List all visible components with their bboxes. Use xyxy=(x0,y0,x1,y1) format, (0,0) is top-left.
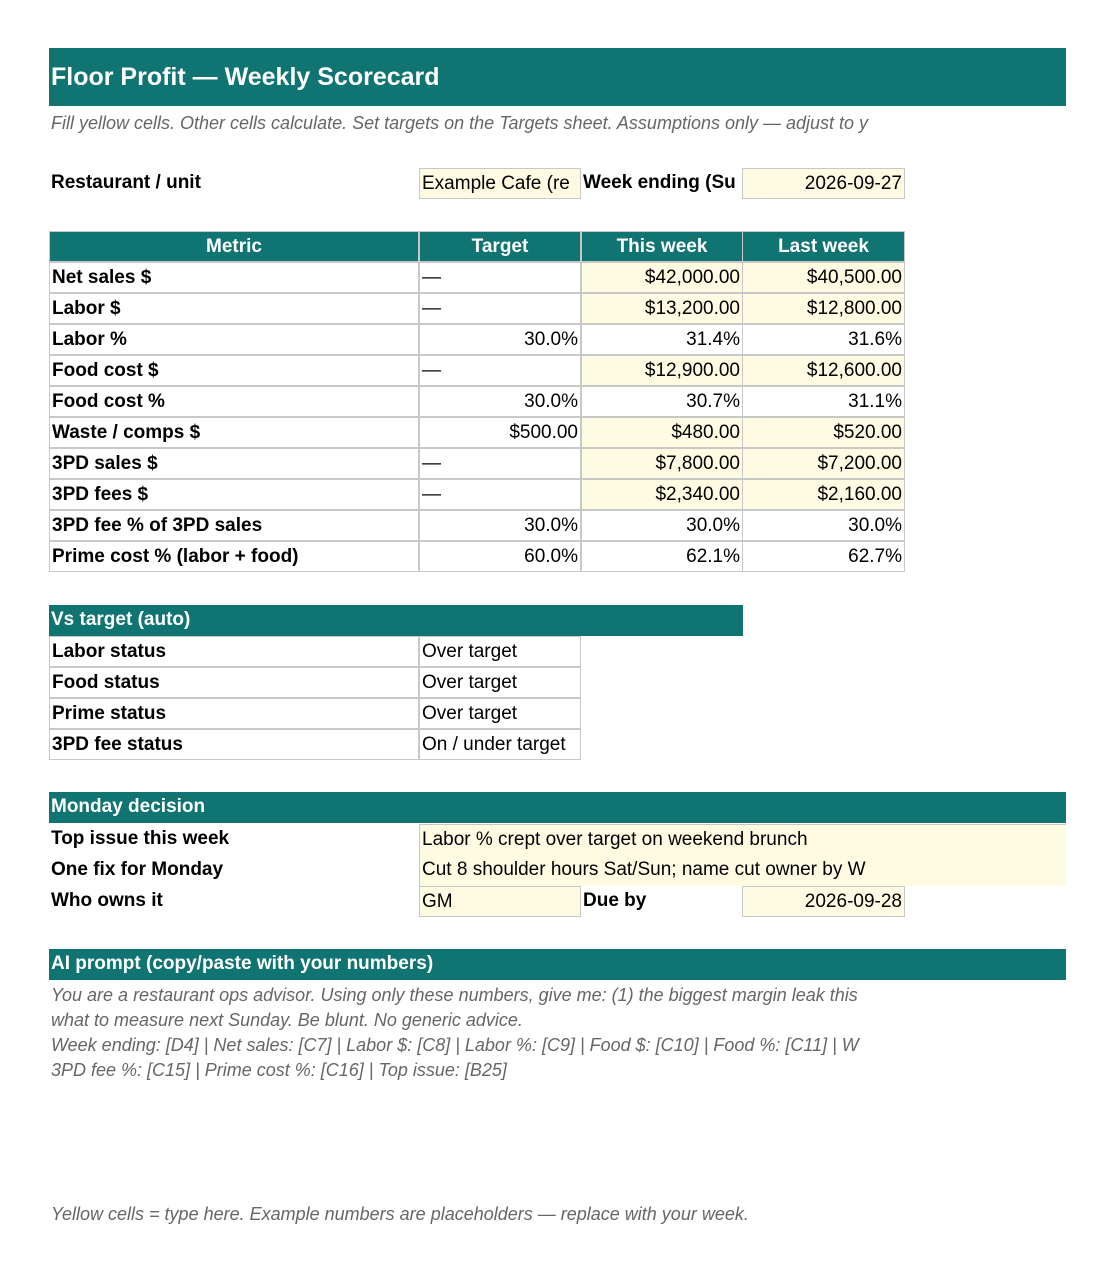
metric-last-week: 62.7% xyxy=(742,541,905,572)
metric-target: — xyxy=(419,479,581,510)
col-header-metric: Metric xyxy=(49,231,419,262)
metric-last-week-input[interactable]: $40,500.00 xyxy=(742,262,905,293)
due-input[interactable]: 2026-09-28 xyxy=(742,886,905,917)
fix-label: One fix for Monday xyxy=(51,859,224,880)
metric-this-week-input[interactable]: $2,340.00 xyxy=(581,479,743,510)
ai-prompt-line: 3PD fee %: [C15] | Prime cost %: [C16] | Top issue: [B25] xyxy=(51,1060,507,1080)
metric-this-week-input[interactable]: $42,000.00 xyxy=(581,262,743,293)
sheet-title: Floor Profit — Weekly Scorecard xyxy=(49,48,1066,106)
metric-this-week: 30.0% xyxy=(581,510,743,541)
metric-last-week: 31.6% xyxy=(742,324,905,355)
vs-target-heading: Vs target (auto) xyxy=(49,605,743,636)
fix-input[interactable]: Cut 8 shoulder hours Sat/Sun; name cut owner by W xyxy=(419,855,906,886)
metric-name: Food cost $ xyxy=(49,355,419,386)
metric-target: 30.0% xyxy=(419,386,581,417)
metric-this-week: 30.7% xyxy=(581,386,743,417)
metric-last-week-input[interactable]: $520.00 xyxy=(742,417,905,448)
metric-last-week: 31.1% xyxy=(742,386,905,417)
top-issue-label: Top issue this week xyxy=(51,828,230,849)
metric-target: $500.00 xyxy=(419,417,581,448)
week-ending-input[interactable]: 2026-09-27 xyxy=(742,168,905,199)
metric-this-week: 62.1% xyxy=(581,541,743,572)
ai-prompt-heading: AI prompt (copy/paste with your numbers) xyxy=(49,949,1066,980)
metric-target: 60.0% xyxy=(419,541,581,572)
metric-name: 3PD fees $ xyxy=(49,479,419,510)
ai-prompt-line: You are a restaurant ops advisor. Using only these numbers, give me: (1) the biggest margin leak this xyxy=(51,985,858,1005)
week-ending-label: Week ending (Su xyxy=(583,172,736,193)
status-value: Over target xyxy=(419,667,581,698)
metric-this-week-input[interactable]: $12,900.00 xyxy=(581,355,743,386)
metric-name: Net sales $ xyxy=(49,262,419,293)
status-value: Over target xyxy=(419,636,581,667)
metric-last-week: 30.0% xyxy=(742,510,905,541)
metric-name: Prime cost % (labor + food) xyxy=(49,541,419,572)
status-label: 3PD fee status xyxy=(49,729,419,760)
metric-name: Food cost % xyxy=(49,386,419,417)
metric-last-week-input[interactable]: $7,200.00 xyxy=(742,448,905,479)
metric-this-week-input[interactable]: $7,800.00 xyxy=(581,448,743,479)
owner-input[interactable]: GM xyxy=(419,886,581,917)
metric-name: 3PD fee % of 3PD sales xyxy=(49,510,419,541)
metric-target: 30.0% xyxy=(419,510,581,541)
owner-label: Who owns it xyxy=(51,890,163,911)
metric-last-week-input[interactable]: $12,800.00 xyxy=(742,293,905,324)
monday-decision-heading: Monday decision xyxy=(49,792,1066,823)
metric-name: 3PD sales $ xyxy=(49,448,419,479)
status-label: Labor status xyxy=(49,636,419,667)
metric-target: — xyxy=(419,355,581,386)
footer-note: Yellow cells = type here. Example numbers are placeholders — replace with your week. xyxy=(51,1204,749,1224)
top-issue-input[interactable]: Labor % crept over target on weekend brunch xyxy=(419,824,1066,855)
restaurant-input[interactable]: Example Cafe (re xyxy=(419,168,581,199)
metric-name: Waste / comps $ xyxy=(49,417,419,448)
status-label: Food status xyxy=(49,667,419,698)
col-header-this-week: This week xyxy=(581,231,743,262)
metric-this-week: 31.4% xyxy=(581,324,743,355)
status-label: Prime status xyxy=(49,698,419,729)
metric-last-week-input[interactable]: $12,600.00 xyxy=(742,355,905,386)
metric-target: — xyxy=(419,293,581,324)
metric-target: — xyxy=(419,262,581,293)
metric-name: Labor % xyxy=(49,324,419,355)
metric-this-week-input[interactable]: $13,200.00 xyxy=(581,293,743,324)
metric-this-week-input[interactable]: $480.00 xyxy=(581,417,743,448)
metric-target: 30.0% xyxy=(419,324,581,355)
metric-name: Labor $ xyxy=(49,293,419,324)
status-value: On / under target xyxy=(419,729,581,760)
metric-last-week-input[interactable]: $2,160.00 xyxy=(742,479,905,510)
restaurant-label: Restaurant / unit xyxy=(51,172,201,193)
status-value: Over target xyxy=(419,698,581,729)
metric-target: — xyxy=(419,448,581,479)
ai-prompt-line: what to measure next Sunday. Be blunt. No generic advice. xyxy=(51,1010,523,1030)
due-label: Due by xyxy=(583,890,647,911)
sheet-subtitle: Fill yellow cells. Other cells calculate. Set targets on the Targets sheet. Assumptions only — adjust to y xyxy=(51,113,869,133)
col-header-target: Target xyxy=(419,231,581,262)
col-header-last-week: Last week xyxy=(742,231,905,262)
ai-prompt-line: Week ending: [D4] | Net sales: [C7] | Labor $: [C8] | Labor %: [C9] | Food $: [C10] | Food %: [C11] | W xyxy=(51,1035,859,1055)
